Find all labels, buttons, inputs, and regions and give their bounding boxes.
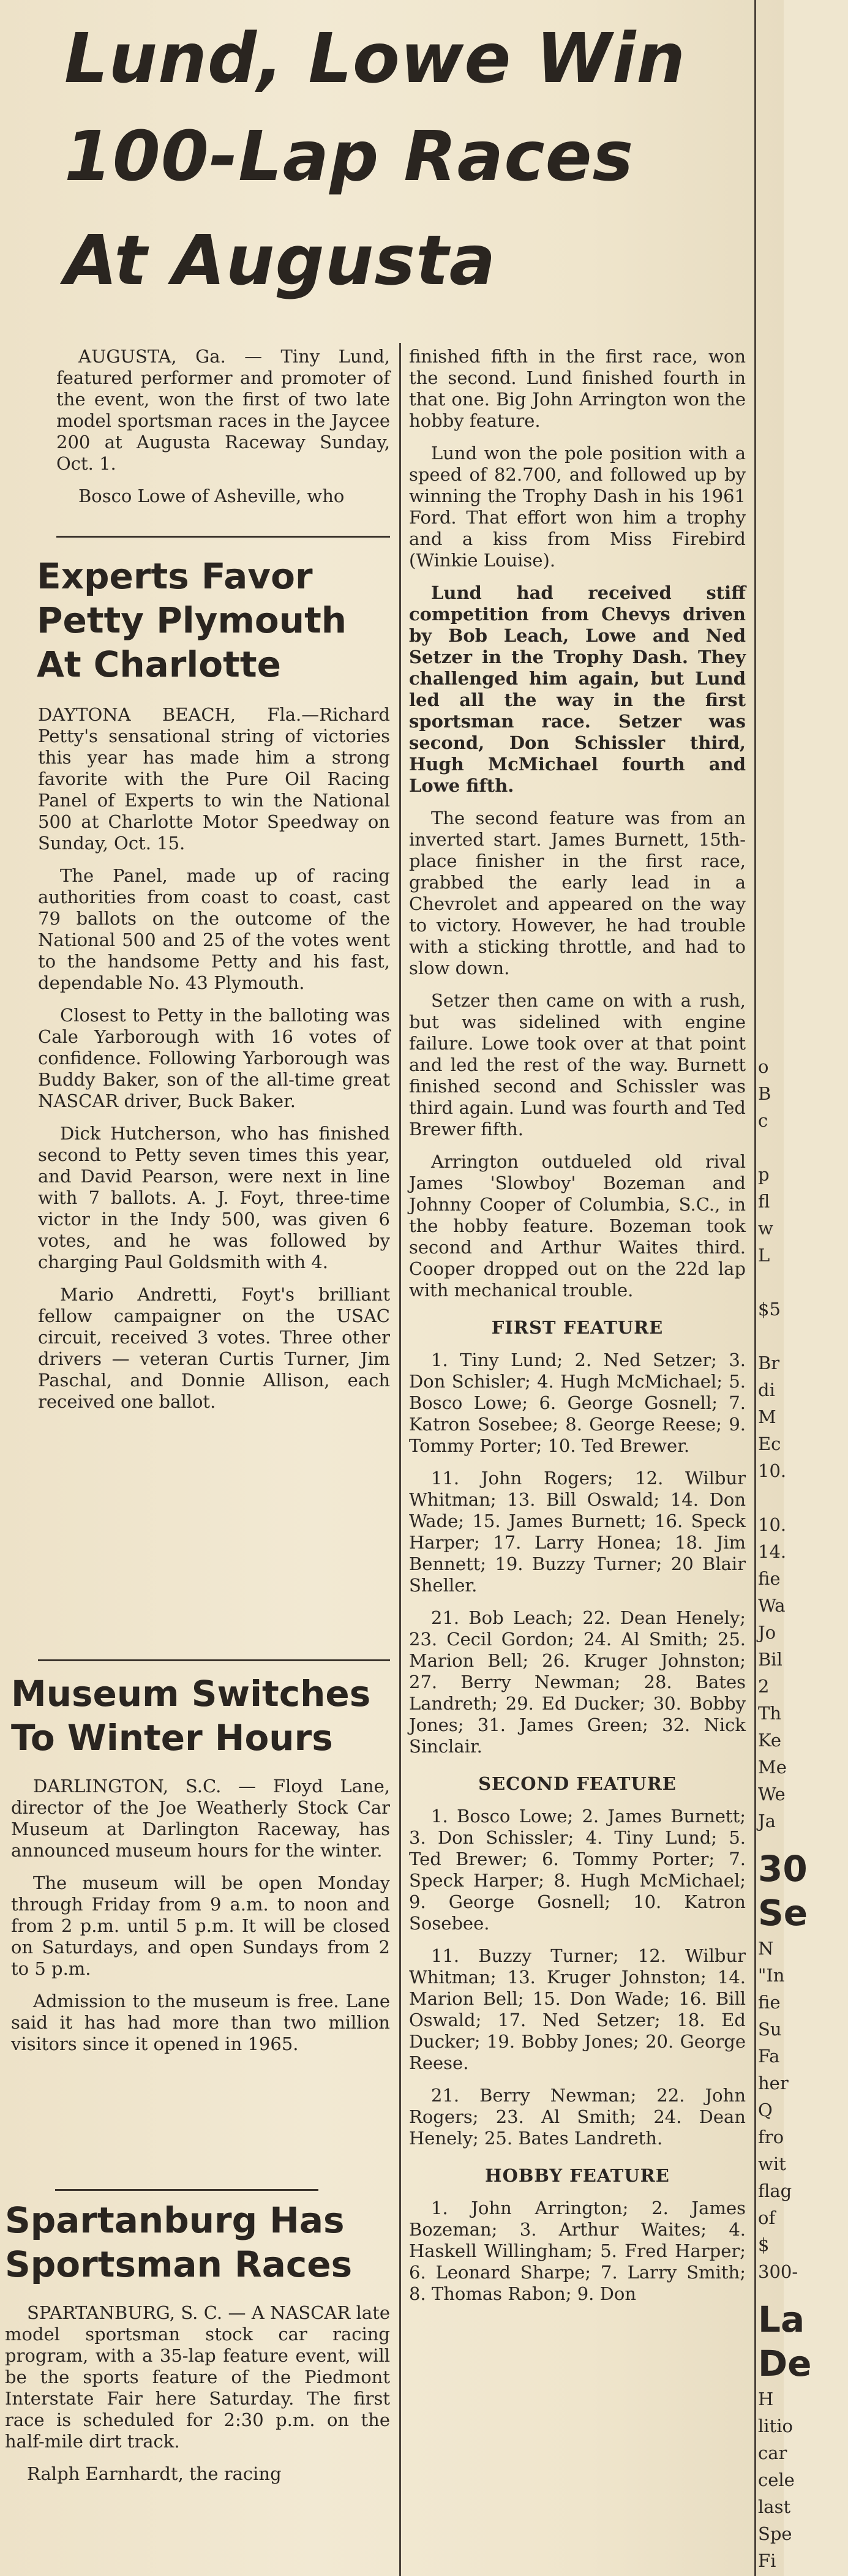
fragment: fro	[758, 2127, 784, 2147]
fragment	[758, 1134, 784, 1161]
fragment: Th	[758, 1703, 782, 1724]
museum-story-body	[11, 1776, 390, 2066]
fragment-lines-a	[758, 1053, 787, 1834]
lund-bold-block	[409, 582, 746, 797]
fragment: Su	[758, 2019, 782, 2040]
fragment-headline	[758, 2297, 812, 2386]
lund-para: Setzer then came on with a rush, but was sidelined with engine failure. Lowe took over at that point and led the rest of the way. Burnett finished second and Schissler was third again. Lund was fourth and Ted Brewer fifth.	[409, 990, 746, 1140]
lund-story-col2	[409, 346, 746, 2316]
first-feature-title: FIRST FEATURE	[491, 1317, 664, 1338]
fragment	[758, 1323, 784, 1350]
spartanburg-headline-line2: Sportsman Races	[5, 2244, 353, 2285]
second-feature-results: 1. Bosco Lowe; 2. James Burnett; 3. Don Schissler; 4. Tiny Lund; 5. Ted Brewer; 6. Tommy Porter; 7. Speck Harper; 8. Hugh McMichael; 9. George Gosnell; 10. Katron Sosebee.	[409, 1806, 746, 1934]
second-feature-results: 11. Buzzy Turner; 12. Wilbur Whitman; 13. Kruger Johnston; 14. Marion Bell; 15. Don Wade; 16. Bill Oswald; 17. Ned Setzer; 18. Ed Ducker; 19. Bobby Jones; 20. George Reese.	[409, 1945, 746, 2073]
fragment: litio	[758, 2416, 793, 2436]
fragment: Se	[758, 1892, 808, 1934]
petty-headline-line1: Experts Favor	[37, 555, 313, 597]
fragment: of $	[758, 2207, 776, 2255]
museum-headline-line2: To Winter Hours	[11, 1717, 333, 1759]
fragment: di	[758, 1380, 775, 1400]
lund-para: Lund won the pole position with a speed of 82.700, and followed up by winning the Trophy Dash in his 1961 Ford. That effort won him a trophy and a kiss from Miss Firebird (Winkie Louise).	[409, 443, 746, 571]
fragment: her	[758, 2073, 789, 2093]
hobby-feature-title: HOBBY FEATURE	[485, 2165, 670, 2186]
lund-para: AUGUSTA, Ga. — Tiny Lund, featured performer and promoter of the event, won the first of two late model sportsman races in the Jaycee 200 at Augusta Raceway Sunday, Oct. 1.	[56, 346, 390, 474]
lund-story-col1	[56, 346, 390, 518]
fragment: "In	[758, 1965, 785, 1986]
column-rule	[754, 0, 756, 2576]
spartanburg-para: Ralph Earnhardt, the racing	[27, 2463, 282, 2484]
fragment: cele	[758, 2469, 795, 2490]
fragment: 10.	[758, 1514, 787, 1535]
first-feature-results: 21. Bob Leach; 22. Dean Henely; 23. Cecil Gordon; 24. Al Smith; 25. Marion Bell; 26. Kruger Johnston; 27. Berry Newman; 28. Bates Landreth; 29. Ed Ducker; 30. Bobby Jones; 31. James Green; 32. Nick Sinclair.	[409, 1607, 746, 1757]
lund-para: Bosco Lowe of Asheville, who	[78, 486, 345, 506]
fragment-lines-b	[758, 1935, 798, 2285]
fragment: Wa	[758, 1595, 786, 1616]
petty-para: DAYTONA BEACH, Fla.—Richard Petty's sensational string of victories this year has made him a strong favorite with the Pure Oil Racing Panel of Experts to win the National 500 at Charlotte Motor Speedway on Sunday, Oct. 15.	[38, 704, 390, 854]
fragment: w	[758, 1218, 773, 1239]
fragment: p	[758, 1164, 770, 1185]
petty-story-body	[38, 704, 390, 1424]
fragment: Spe	[758, 2523, 792, 2544]
fragment: wit	[758, 2154, 786, 2174]
fragment: $5	[758, 1299, 781, 1320]
second-feature-title: SECOND FEATURE	[478, 1773, 677, 1794]
fragment: H	[758, 2389, 774, 2409]
fragment: flag	[758, 2180, 792, 2201]
petty-para: Mario Andretti, Foyt's brilliant fellow campaigner on the USAC circuit, received 3 votes. Three other drivers — veteran Curtis Turner, Jim Paschal, and Donnie Allison, each received one ballot.	[38, 1284, 390, 1412]
fragment: Bil	[758, 1649, 782, 1670]
first-feature-results: 1. Tiny Lund; 2. Ned Setzer; 3. Don Schisler; 4. Hugh McMichael; 5. Bosco Lowe; 6. George Gosnell; 7. Katron Sosebee; 8. George Reese; 9. Tommy Porter; 10. Ted Brewer.	[409, 1350, 746, 1456]
column-rule	[399, 343, 401, 2576]
fragment: Fi	[758, 2550, 776, 2571]
fragment: 30	[758, 1848, 808, 1890]
second-feature-results: 21. Berry Newman; 22. John Rogers; 23. Al Smith; 24. Dean Henely; 25. Bates Landreth.	[409, 2085, 746, 2149]
museum-headline-line1: Museum Switches	[11, 1673, 371, 1714]
fragment-headline	[758, 1847, 808, 1935]
main-headline-line3: At Augusta	[64, 221, 497, 301]
fragment: c	[758, 1110, 768, 1131]
divider	[38, 1659, 390, 1661]
petty-headline-line2: Petty Plymouth	[37, 599, 347, 641]
fragment: fie	[758, 1992, 781, 2013]
museum-para: DARLINGTON, S.C. — Floyd Lane, director of the Joe Weatherly Stock Car Museum at Darlington Raceway, has announced museum hours for the winter.	[11, 1776, 390, 1861]
spartanburg-para: SPARTANBURG, S. C. — A NASCAR late model sportsman stock car racing program, with a 35-lap feature event, will be the sports feature of the Piedmont Interstate Fair here Saturday. The first race is scheduled for 2:30 p.m. on the half-mile dirt track.	[5, 2302, 390, 2452]
lund-para: Arrington outdueled old rival James 'Slowboy' Bozeman and Johnny Cooper of Columbia, S.C., in the hobby feature. Bozeman took second and Arthur Waites third. Cooper dropped out on the 22d lap with mechanical trouble.	[409, 1151, 746, 1301]
fragment: fl	[758, 1191, 770, 1212]
fragment: fie	[758, 1568, 781, 1589]
fragment: Jo	[758, 1622, 776, 1643]
fragment: 300-	[758, 2261, 798, 2282]
petty-para: Dick Hutcherson, who has finished second to Petty seven times this year, and David Pearson, were next in line with 7 ballots. A. J. Foyt, three-time victor in the Indy 500, was given 6 votes, and he was followed by charging Paul Goldsmith with 4.	[38, 1123, 390, 1272]
fragment	[758, 1269, 784, 1296]
fragment: last	[758, 2496, 791, 2517]
divider	[56, 536, 390, 538]
fragment: N	[758, 1938, 774, 1959]
divider	[55, 2189, 318, 2191]
hobby-feature-results: 1. John Arrington; 2. James Bozeman; 3. Arthur Waites; 4. Haskell Willingham; 5. Fred Harper; 6. Leonard Sharpe; 7. Larry Smith; 8. Thomas Rabon; 9. Don	[409, 2198, 746, 2304]
fragment: Q	[758, 2100, 773, 2120]
main-headline-line2: 100-Lap Races	[64, 117, 634, 197]
fragment: M	[758, 1406, 776, 1427]
fragment: 14.	[758, 1541, 787, 1562]
lund-para: The second feature was from an inverted start. James Burnett, 15th-place finisher in the first race, grabbed the early lead in a Chevrolet and appeared on the way to victory. However, he had trouble with a sticking throttle, and had to slow down.	[409, 808, 746, 978]
fragment: We	[758, 1784, 786, 1804]
fragment: car	[758, 2443, 787, 2463]
fragment-lines-c	[758, 2386, 795, 2574]
cropped-right-column	[758, 1053, 812, 2576]
fragment: o	[758, 1056, 769, 1077]
petty-headline-line3: At Charlotte	[37, 644, 281, 685]
fragment: Me	[758, 1757, 787, 1778]
museum-para: The museum will be open Monday through Friday from 9 a.m. to noon and from 2 p.m. until 5 p.m. It will be closed on Saturdays, and open Sundays from 2 to 5 p.m.	[11, 1872, 390, 1979]
fragment: B	[758, 1083, 771, 1104]
lund-bold-para: Lund had received stiff competition from Chevys driven by Bob Leach, Lowe and Ned Setzer in the Trophy Dash. They challenged him again, but Lund led all the way in the first sportsman race. Setzer was second, Don Schissler third, Hugh McMichael fourth and Lowe fifth.	[409, 582, 746, 796]
spartanburg-story-body	[5, 2302, 390, 2496]
fragment: L	[758, 1245, 770, 1266]
spartanburg-headline-line1: Spartanburg Has	[5, 2199, 345, 2241]
fragment: La	[758, 2299, 805, 2340]
fragment	[758, 1484, 784, 1511]
petty-para: The Panel, made up of racing authorities from coast to coast, cast 79 ballots on the outcome of the National 500 and 25 of the votes went to the handsome Petty and his fast, dependable No. 43 Plymouth.	[38, 865, 390, 993]
fragment: De	[758, 2343, 812, 2384]
fragment: Fa	[758, 2046, 780, 2067]
fragment: 2	[758, 1676, 770, 1697]
fragment: Ke	[758, 1730, 782, 1751]
fragment: Ja	[758, 1811, 776, 1831]
petty-para: Closest to Petty in the balloting was Cale Yarborough with 16 votes of confidence. Following Yarborough was Buddy Baker, son of the all-time great NASCAR driver, Buck Baker.	[38, 1005, 390, 1111]
fragment: Ec	[758, 1433, 781, 1454]
first-feature-results: 11. John Rogers; 12. Wilbur Whitman; 13. Bill Oswald; 14. Don Wade; 15. James Burnett; 16. Speck Harper; 17. Larry Honea; 18. Jim Bennett; 19. Buzzy Turner; 20 Blair Sheller.	[409, 1468, 746, 1596]
lund-para: finished fifth in the first race, won the second. Lund finished fourth in that one. Big John Arrington won the hobby feature.	[409, 346, 746, 431]
fragment: Br	[758, 1353, 780, 1373]
main-headline-line1: Lund, Lowe Win	[64, 19, 686, 99]
museum-para: Admission to the museum is free. Lane said it has had more than two million visitors since it opened in 1965.	[11, 1991, 390, 2054]
fragment: 10.	[758, 1460, 787, 1481]
